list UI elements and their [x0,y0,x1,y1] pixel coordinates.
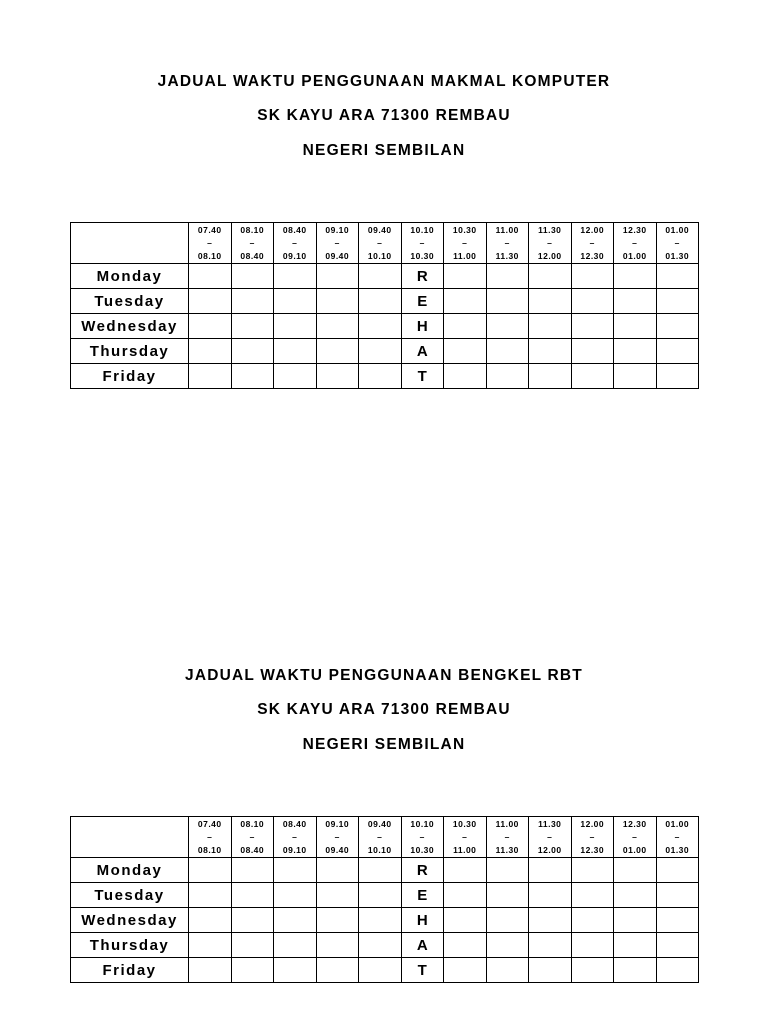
schedule-cell [614,314,657,339]
time-slot-sep: – [334,237,340,248]
schedule-cell [656,933,699,958]
time-slot-header [656,817,699,858]
time-slot-end: 09.10 [282,844,307,855]
schedule-cell [316,958,359,983]
schedule-cell [231,364,274,389]
schedule-cell [274,364,317,389]
school-name: SK KAYU ARA 71300 REMBAU [257,701,511,718]
time-slot-start: 11.30 [538,224,562,235]
time-slot-start: 07.40 [197,224,222,235]
time-slot-start: 07.40 [197,818,222,829]
time-slot-sep: – [632,831,638,842]
schedule-cell [444,314,487,339]
time-slot-start: 12.30 [622,818,647,829]
time-slot-sep: – [292,237,298,248]
schedule-table [70,222,699,389]
schedule-cell [444,858,487,883]
schedule-cell [571,908,614,933]
time-slot-header [486,817,529,858]
schedule-cell [316,933,359,958]
time-slot-start: 10.30 [452,818,477,829]
schedule-cell [529,883,572,908]
schedule-cell [656,339,699,364]
schedule-cell [359,364,402,389]
schedule-cell [359,264,402,289]
time-slot-header [401,817,444,858]
school-name: SK KAYU ARA 71300 REMBAU [257,107,511,124]
schedule-cell [316,339,359,364]
timetable-title: JADUAL WAKTU PENGGUNAAN BENGKEL RBT [185,667,583,684]
schedule-cell [529,339,572,364]
day-row [71,339,699,364]
schedule-cell [571,858,614,883]
time-slot-end: 09.10 [282,250,307,261]
day-label: Monday [71,264,189,289]
schedule-cell [231,264,274,289]
time-slot-end: 09.40 [325,250,350,261]
schedule-cell [529,958,572,983]
time-slot-end: 10.10 [367,250,392,261]
day-row [71,933,699,958]
schedule-cell [656,908,699,933]
day-row [71,958,699,983]
state-name: NEGERI SEMBILAN [302,736,466,753]
schedule-cell [486,933,529,958]
schedule-cell [444,908,487,933]
time-slot-start: 09.10 [325,224,350,235]
time-slot-end: 08.40 [240,250,265,261]
schedule-cell [571,339,614,364]
schedule-cell [189,908,232,933]
time-slot-sep: – [504,831,510,842]
schedule-cell [189,958,232,983]
time-slot-sep: – [547,237,553,248]
time-slot-sep: – [674,237,680,248]
schedule-cell [274,314,317,339]
schedule-cell [274,883,317,908]
time-slot-start: 12.30 [622,224,647,235]
day-row [71,264,699,289]
time-slot-start: 11.00 [495,224,519,235]
time-slot-header [274,817,317,858]
schedule-cell [359,289,402,314]
schedule-cell [274,264,317,289]
schedule-cell [231,339,274,364]
schedule-cell [486,264,529,289]
time-slot-start: 09.40 [367,818,392,829]
schedule-cell [231,958,274,983]
schedule-cell [359,314,402,339]
schedule-cell [614,289,657,314]
rehat-letter: R [401,858,444,883]
schedule-cell [359,858,402,883]
day-label: Thursday [71,933,189,958]
day-label: Friday [71,364,189,389]
time-slot-end: 11.30 [495,844,519,855]
day-label: Tuesday [71,289,189,314]
time-slot-sep: – [377,831,383,842]
schedule-cell [444,289,487,314]
schedule-cell [614,883,657,908]
schedule-cell [189,858,232,883]
schedule-cell [614,339,657,364]
schedule-cell [571,264,614,289]
rehat-letter: A [401,339,444,364]
time-slot-end: 11.30 [495,250,519,261]
day-row [71,364,699,389]
time-slot-sep: – [589,831,595,842]
time-slot-end: 10.10 [367,844,392,855]
time-slot-sep: – [419,831,425,842]
time-slot-sep: – [249,237,255,248]
time-slot-sep: – [377,237,383,248]
schedule-cell [189,264,232,289]
schedule-cell [571,883,614,908]
schedule-cell [274,908,317,933]
schedule-cell [486,958,529,983]
day-label: Wednesday [71,908,189,933]
time-slot-start: 01.00 [665,818,690,829]
time-slot-start: 10.30 [452,224,477,235]
time-slot-start: 08.10 [240,224,265,235]
time-slot-start: 11.30 [538,818,562,829]
schedule-cell [614,264,657,289]
schedule-cell [189,314,232,339]
time-slot-sep: – [589,237,595,248]
schedule-cell [614,908,657,933]
time-slot-sep: – [504,237,510,248]
time-slot-header [571,817,614,858]
rehat-letter: H [401,908,444,933]
schedule-cell [316,858,359,883]
schedule-cell [189,289,232,314]
time-slot-header [316,817,359,858]
time-slot-sep: – [292,831,298,842]
schedule-cell [316,289,359,314]
schedule-cell [444,364,487,389]
schedule-cell [529,364,572,389]
schedule-cell [359,933,402,958]
schedule-cell [359,958,402,983]
time-slot-end: 09.40 [325,844,350,855]
schedule-cell [571,933,614,958]
schedule-cell [571,364,614,389]
schedule-cell [529,933,572,958]
schedule-cell [656,289,699,314]
rehat-letter: A [401,933,444,958]
day-row [71,883,699,908]
time-slot-start: 01.00 [665,224,690,235]
day-label: Tuesday [71,883,189,908]
time-slot-end: 10.30 [410,250,435,261]
rehat-letter: T [401,958,444,983]
day-row [71,289,699,314]
schedule-cell [231,933,274,958]
time-slot-sep: – [547,831,553,842]
rehat-letter: E [401,883,444,908]
day-label: Friday [71,958,189,983]
time-slot-header [359,223,402,264]
time-slot-start: 11.00 [495,818,519,829]
schedule-cell [656,264,699,289]
time-slot-header [231,817,274,858]
schedule-cell [316,364,359,389]
time-slot-start: 08.10 [240,818,265,829]
time-slot-end: 01.30 [665,250,690,261]
time-slot-start: 09.10 [325,818,350,829]
time-slot-sep: – [462,237,468,248]
time-slot-header [401,223,444,264]
schedule-cell [529,314,572,339]
time-slot-end: 12.30 [580,844,605,855]
schedule-cell [529,289,572,314]
day-label: Monday [71,858,189,883]
schedule-cell [231,314,274,339]
schedule-cell [189,933,232,958]
time-slot-sep: – [632,237,638,248]
schedule-cell [444,264,487,289]
time-slot-start: 10.10 [410,224,435,235]
rehat-letter: E [401,289,444,314]
time-slot-header [529,223,572,264]
time-slot-end: 11.00 [453,844,477,855]
day-row [71,858,699,883]
schedule-cell [486,908,529,933]
schedule-cell [359,883,402,908]
schedule-cell [529,264,572,289]
timetable-title: JADUAL WAKTU PENGGUNAAN MAKMAL KOMPUTER [157,73,611,90]
time-slot-end: 01.00 [622,250,647,261]
day-row [71,908,699,933]
time-slot-end: 08.10 [197,844,222,855]
schedule-cell [274,339,317,364]
schedule-cell [486,858,529,883]
schedule-cell [486,289,529,314]
schedule-cell [571,314,614,339]
time-slot-end: 01.30 [665,844,690,855]
time-slot-sep: – [207,831,213,842]
schedule-cell [529,858,572,883]
time-slot-end: 08.40 [240,844,265,855]
schedule-cell [359,339,402,364]
day-label: Thursday [71,339,189,364]
schedule-cell [231,883,274,908]
schedule-cell [316,883,359,908]
day-row [71,314,699,339]
time-slot-start: 08.40 [282,818,307,829]
schedule-cell [656,858,699,883]
time-slot-header [274,223,317,264]
schedule-cell [274,289,317,314]
day-label: Wednesday [71,314,189,339]
schedule-cell [189,364,232,389]
time-slot-header [444,223,487,264]
time-slot-end: 12.00 [537,250,562,261]
time-slot-header [656,223,699,264]
schedule-cell [529,908,572,933]
time-slot-end: 08.10 [197,250,222,261]
schedule-cell [614,364,657,389]
schedule-cell [656,314,699,339]
time-slot-header [316,223,359,264]
time-slot-end: 01.00 [622,844,647,855]
header-row [71,223,699,264]
time-slot-header [444,817,487,858]
schedule-cell [656,883,699,908]
schedule-cell [614,858,657,883]
time-slot-sep: – [419,237,425,248]
schedule-cell [359,908,402,933]
rehat-letter: H [401,314,444,339]
corner-cell [71,817,189,858]
schedule-cell [444,339,487,364]
schedule-cell [189,883,232,908]
schedule-cell [189,339,232,364]
time-slot-end: 12.30 [580,250,605,261]
time-slot-header [189,817,232,858]
time-slot-header [571,223,614,264]
schedule-cell [656,958,699,983]
schedule-cell [486,314,529,339]
time-slot-header [614,817,657,858]
schedule-cell [231,858,274,883]
time-slot-header [486,223,529,264]
schedule-cell [274,933,317,958]
time-slot-end: 12.00 [537,844,562,855]
time-slot-header [529,817,572,858]
time-slot-sep: – [674,831,680,842]
schedule-cell [486,364,529,389]
time-slot-sep: – [334,831,340,842]
rehat-letter: R [401,264,444,289]
time-slot-sep: – [207,237,213,248]
schedule-cell [274,958,317,983]
schedule-cell [486,339,529,364]
schedule-cell [444,883,487,908]
time-slot-sep: – [249,831,255,842]
time-slot-start: 12.00 [580,818,605,829]
schedule-cell [231,908,274,933]
schedule-cell [316,264,359,289]
schedule-cell [231,289,274,314]
rehat-letter: T [401,364,444,389]
schedule-cell [614,933,657,958]
time-slot-end: 10.30 [410,844,435,855]
schedule-cell [316,314,359,339]
time-slot-end: 11.00 [453,250,477,261]
schedule-cell [486,883,529,908]
time-slot-header [231,223,274,264]
time-slot-header [359,817,402,858]
header-row [71,817,699,858]
schedule-cell [571,958,614,983]
time-slot-header [614,223,657,264]
schedule-cell [274,858,317,883]
schedule-cell [656,364,699,389]
time-slot-start: 10.10 [410,818,435,829]
state-name: NEGERI SEMBILAN [302,142,466,159]
schedule-cell [614,958,657,983]
time-slot-start: 12.00 [580,224,605,235]
time-slot-start: 09.40 [367,224,392,235]
schedule-cell [444,933,487,958]
schedule-table [70,816,699,983]
schedule-cell [316,908,359,933]
time-slot-header [189,223,232,264]
schedule-cell [571,289,614,314]
time-slot-sep: – [462,831,468,842]
time-slot-start: 08.40 [282,224,307,235]
schedule-cell [444,958,487,983]
corner-cell [71,223,189,264]
